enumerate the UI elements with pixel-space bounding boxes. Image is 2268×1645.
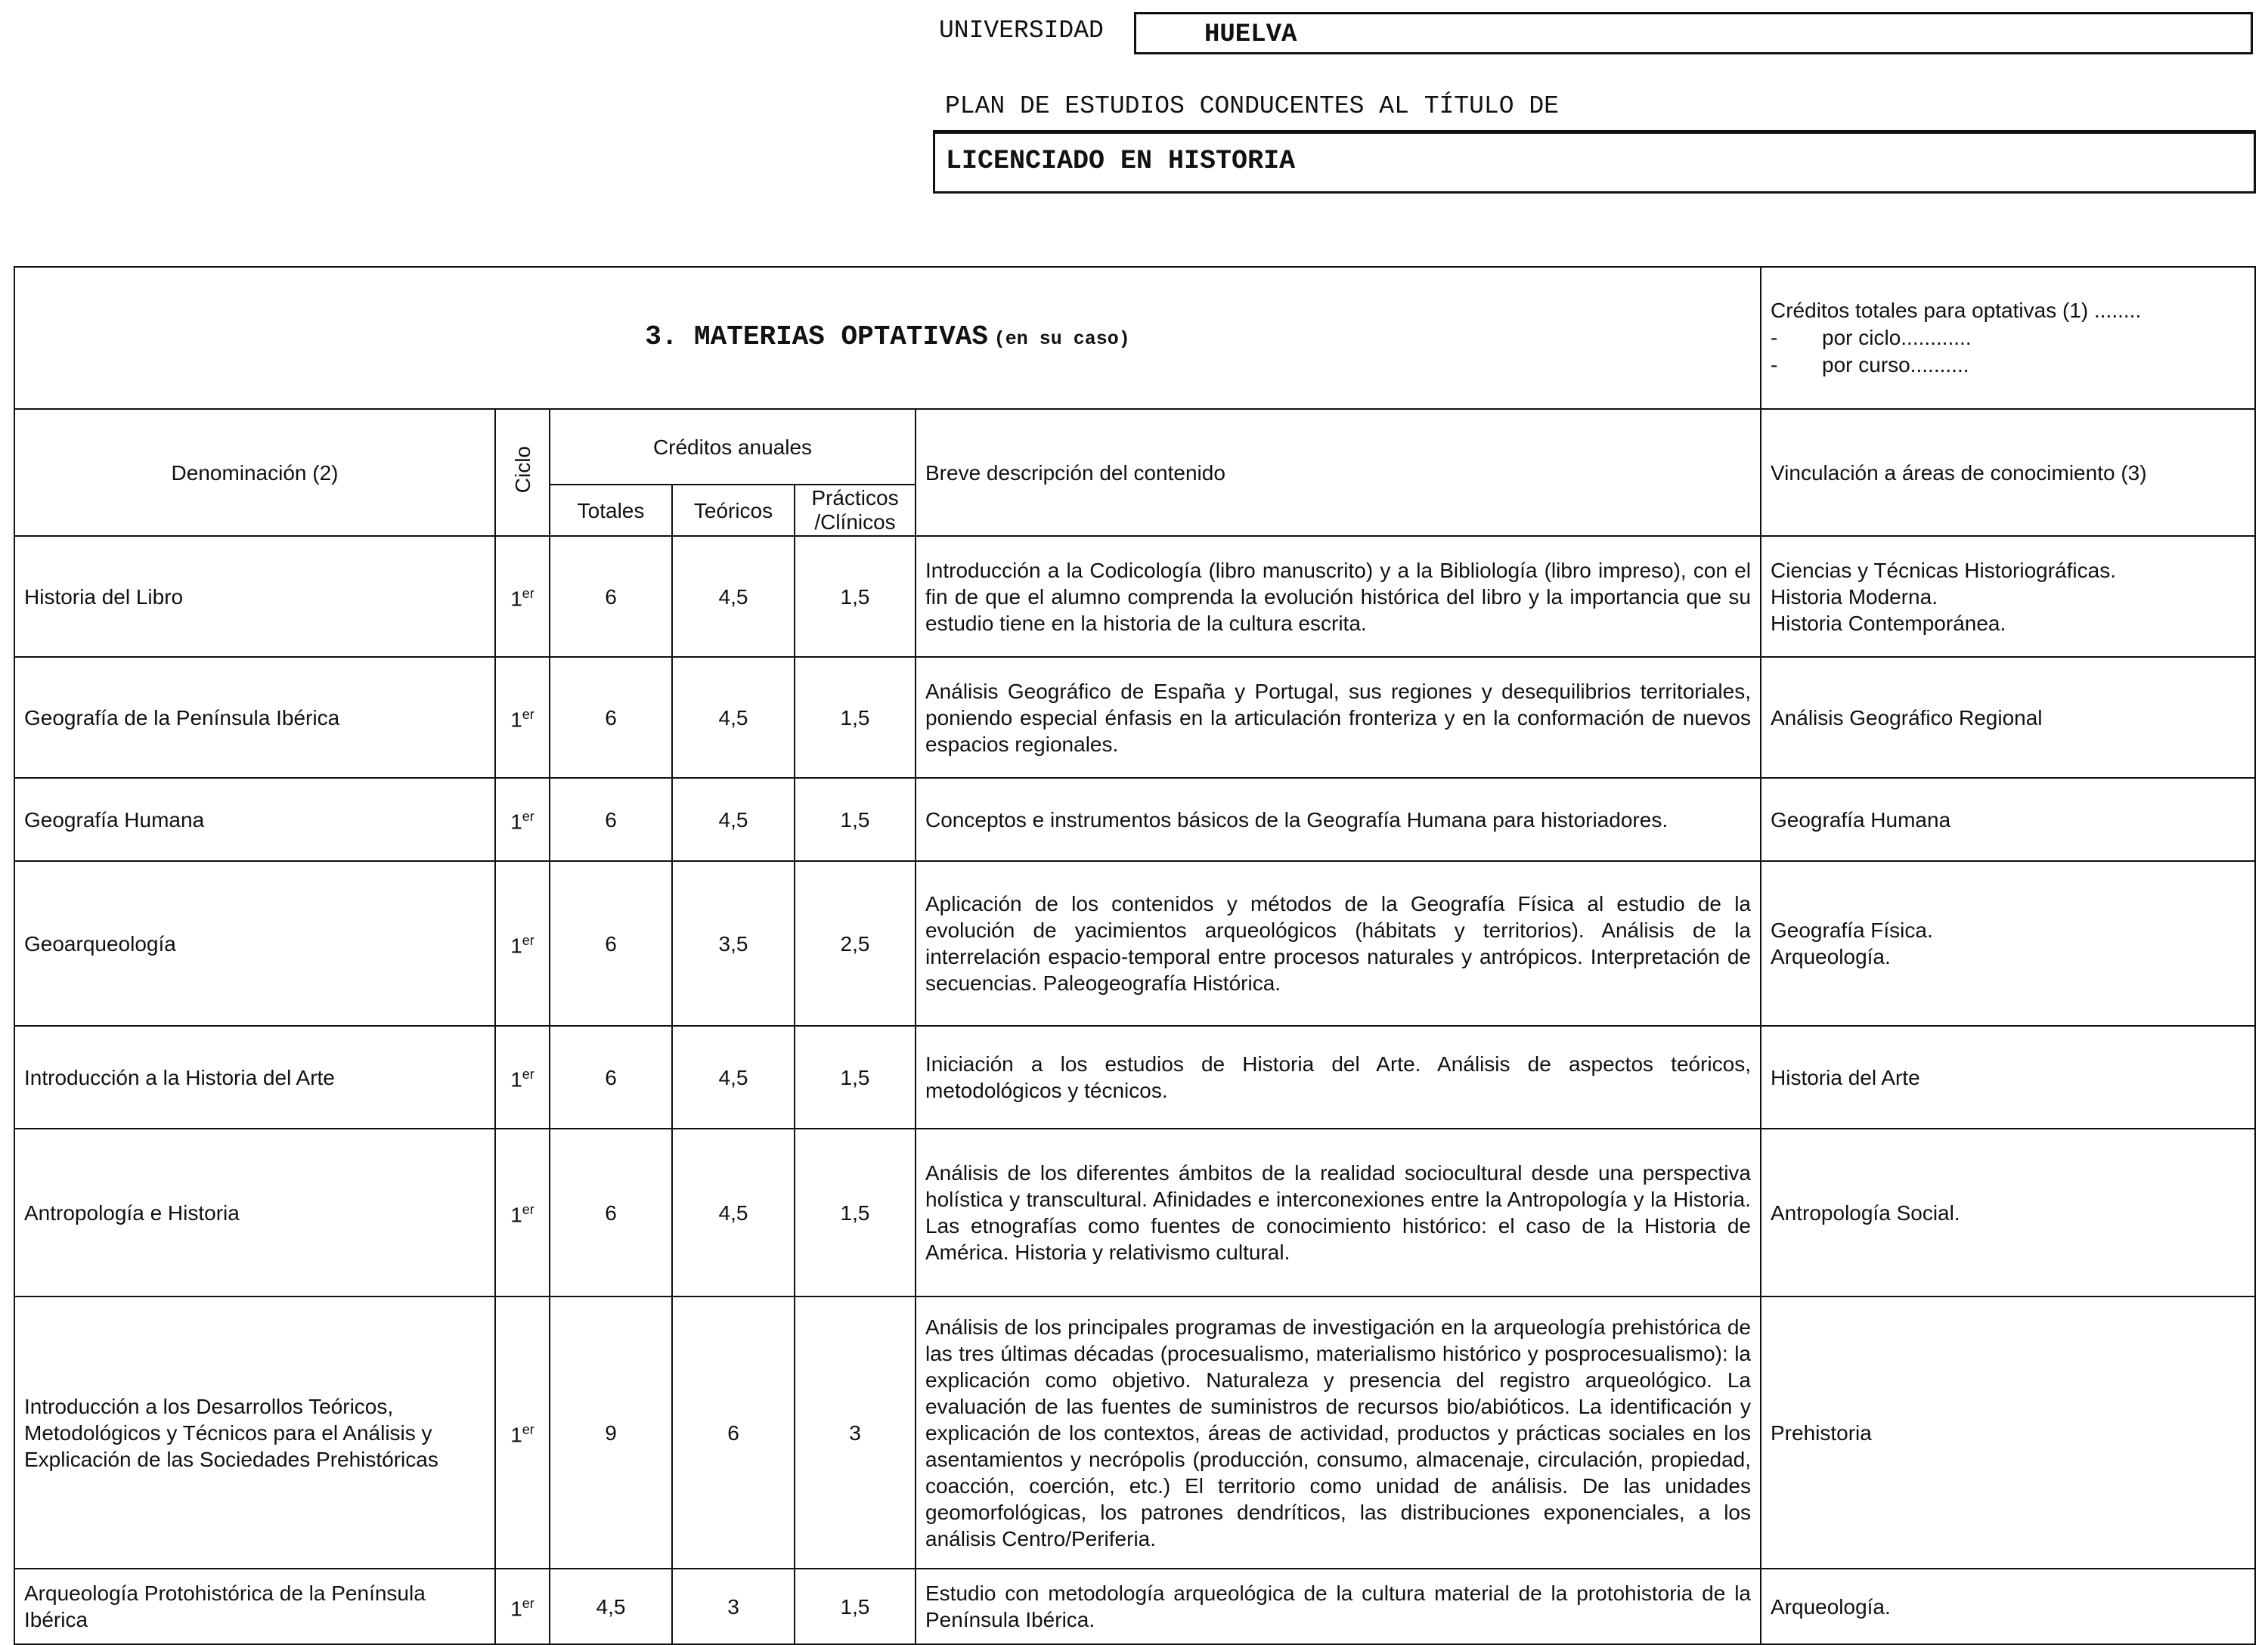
subject-name: Geografía de la Península Ibérica: [14, 657, 495, 778]
degree-value: LICENCIADO EN HISTORIA: [946, 146, 1296, 176]
subject-description: Aplicación de los contenidos y métodos de la Geografía Física al estudio de la evolución de yacimientos arqueológicos (hábitats y territorios). Análisis de la interrelación espacio-temporal entre procesos naturales y antrópicos. Interpretación de secuencias. Paleogeografía Histórica.: [916, 861, 1761, 1026]
credits-cycle: por ciclo............: [1822, 326, 1972, 349]
credits-course: por curso..........: [1822, 353, 1969, 376]
subject-practice: 1,5: [795, 1569, 916, 1644]
table-row: [14, 1569, 2255, 1644]
table-row: [14, 1129, 2255, 1296]
subject-theory: 4,5: [672, 1026, 795, 1129]
subject-cycle: 1er: [495, 1296, 550, 1569]
table-row: [14, 861, 2255, 1026]
subject-practice: 1,5: [795, 657, 916, 778]
subject-theory: 4,5: [672, 1129, 795, 1296]
section-title-row: [14, 267, 2255, 409]
subject-totals: 6: [550, 536, 672, 657]
subject-areas: Antropología Social.: [1761, 1129, 2255, 1296]
col-credits-header: Créditos anuales: [550, 409, 916, 485]
subject-practice: 3: [795, 1296, 916, 1569]
university-label: UNIVERSIDAD: [939, 17, 1104, 45]
subject-practice: 2,5: [795, 861, 916, 1026]
section-title: 3. MATERIAS OPTATIVAS: [645, 321, 988, 352]
subject-areas: Geografía Física. Arqueología.: [1761, 861, 2255, 1026]
subject-areas: Ciencias y Técnicas Historiográficas. Historia Moderna. Historia Contemporánea.: [1761, 536, 2255, 657]
header-row-1: [14, 409, 2255, 485]
credits-cycle-line: - por ciclo............: [1771, 326, 1972, 349]
credits-total: Créditos totales para optativas (1) ........: [1771, 299, 2142, 322]
credits-info: [1761, 267, 2255, 409]
col-cycle-header: Ciclo: [495, 409, 550, 536]
table-row: [14, 536, 2255, 657]
table-row: [14, 1026, 2255, 1129]
subject-totals: 6: [550, 861, 672, 1026]
optional-subjects-table: [14, 266, 2256, 1645]
col-theory-header: Teóricos: [672, 485, 795, 536]
subject-cycle: 1er: [495, 1569, 550, 1644]
subject-totals: 4,5: [550, 1569, 672, 1644]
subject-areas: Análisis Geográfico Regional: [1761, 657, 2255, 778]
plan-label: PLAN DE ESTUDIOS CONDUCENTES AL TÍTULO DE: [945, 92, 1559, 120]
subject-name: Introducción a la Historia del Arte: [14, 1026, 495, 1129]
subject-cycle: 1er: [495, 657, 550, 778]
subject-name: Geografía Humana: [14, 778, 495, 861]
section-title-cell: [14, 267, 1761, 409]
subject-name: Historia del Libro: [14, 536, 495, 657]
subject-cycle: 1er: [495, 1026, 550, 1129]
subject-practice: 1,5: [795, 1026, 916, 1129]
subject-theory: 4,5: [672, 778, 795, 861]
subject-totals: 6: [550, 778, 672, 861]
subject-totals: 9: [550, 1296, 672, 1569]
subject-description: Análisis Geográfico de España y Portugal, sus regiones y desequilibrios territoriales, poniendo especial énfasis en la articulación fronteriza y en la conformación de nuevos espacios regionales.: [916, 657, 1761, 778]
credits-course-line: - por curso..........: [1771, 353, 1969, 376]
subject-theory: 4,5: [672, 536, 795, 657]
subject-description: Análisis de los diferentes ámbitos de la realidad sociocultural desde una perspectiva holística y transcultural. Afinidades e interconexiones entre la Antropología y la Historia. Las etnografías como fuentes de conocimiento histórico: el caso de la Historia de América. Historia y relativismo cultural.: [916, 1129, 1761, 1296]
subject-totals: 6: [550, 1129, 672, 1296]
subject-cycle: 1er: [495, 536, 550, 657]
col-practice-header: Prácticos /Clínicos: [795, 485, 916, 536]
subject-name: Introducción a los Desarrollos Teóricos, Metodológicos y Técnicos para el Análisis y Explicación de las Sociedades Prehistóricas: [14, 1296, 495, 1569]
subject-name: Geoarqueología: [14, 861, 495, 1026]
subject-areas: Arqueología.: [1761, 1569, 2255, 1644]
subject-theory: 3: [672, 1569, 795, 1644]
subject-description: Análisis de los principales programas de investigación en la arqueología prehistórica de las tres últimas décadas (procesualismo, materialismo histórico y posprocesualismo): la explicación como objetivo. Naturaleza y presencia del registro arqueológico. La evaluación de las fuentes de suministros de recursos bio/abióticos. La identificación y explicación de los contextos, áreas de actividad, productos y prácticas sociales en los asentamientos y necrópolis (producción, consumo, almacenaje, circulación, propiedad, coacción, coerción, etc.) El territorio como unidad de análisis. De las unidades geomorfológicas, los patrones dendríticos, las distribuciones exponenciales, a los análisis Centro/Periferia.: [916, 1296, 1761, 1569]
subject-cycle: 1er: [495, 861, 550, 1026]
subject-description: Estudio con metodología arqueológica de la cultura material de la protohistoria de la Península Ibérica.: [916, 1569, 1761, 1644]
col-description-header: Breve descripción del contenido: [916, 409, 1761, 536]
subject-theory: 3,5: [672, 861, 795, 1026]
subject-areas: Geografía Humana: [1761, 778, 2255, 861]
table-row: [14, 778, 2255, 861]
subject-totals: 6: [550, 1026, 672, 1129]
subject-areas: Prehistoria: [1761, 1296, 2255, 1569]
subject-theory: 4,5: [672, 657, 795, 778]
subject-description: Introducción a la Codicología (libro manuscrito) y a la Bibliología (libro impreso), con el fin de que el alumno comprenda la evolución histórica del libro y la importancia que su estudio tiene en la historia de la cultura escrita.: [916, 536, 1761, 657]
subject-practice: 1,5: [795, 1129, 916, 1296]
subject-name: Arqueología Protohistórica de la Península Ibérica: [14, 1569, 495, 1644]
col-areas-header: Vinculación a áreas de conocimiento (3): [1761, 409, 2255, 536]
university-value: HUELVA: [1204, 20, 1297, 49]
subject-cycle: 1er: [495, 778, 550, 861]
subject-description: Conceptos e instrumentos básicos de la Geografía Humana para historiadores.: [916, 778, 1761, 861]
subject-theory: 6: [672, 1296, 795, 1569]
col-name-header: Denominación (2): [14, 409, 495, 536]
subject-practice: 1,5: [795, 536, 916, 657]
subject-practice: 1,5: [795, 778, 916, 861]
subject-totals: 6: [550, 657, 672, 778]
col-totals-header: Totales: [550, 485, 672, 536]
university-box: [1134, 12, 2253, 54]
section-subtitle: (en su caso): [993, 328, 1130, 350]
table-row: [14, 1296, 2255, 1569]
subject-cycle: 1er: [495, 1129, 550, 1296]
subject-description: Iniciación a los estudios de Historia del Arte. Análisis de aspectos teóricos, metodológicos y técnicos.: [916, 1026, 1761, 1129]
degree-box: [933, 130, 2256, 194]
subject-name: Antropología e Historia: [14, 1129, 495, 1296]
table-row: [14, 657, 2255, 778]
subject-areas: Historia del Arte: [1761, 1026, 2255, 1129]
